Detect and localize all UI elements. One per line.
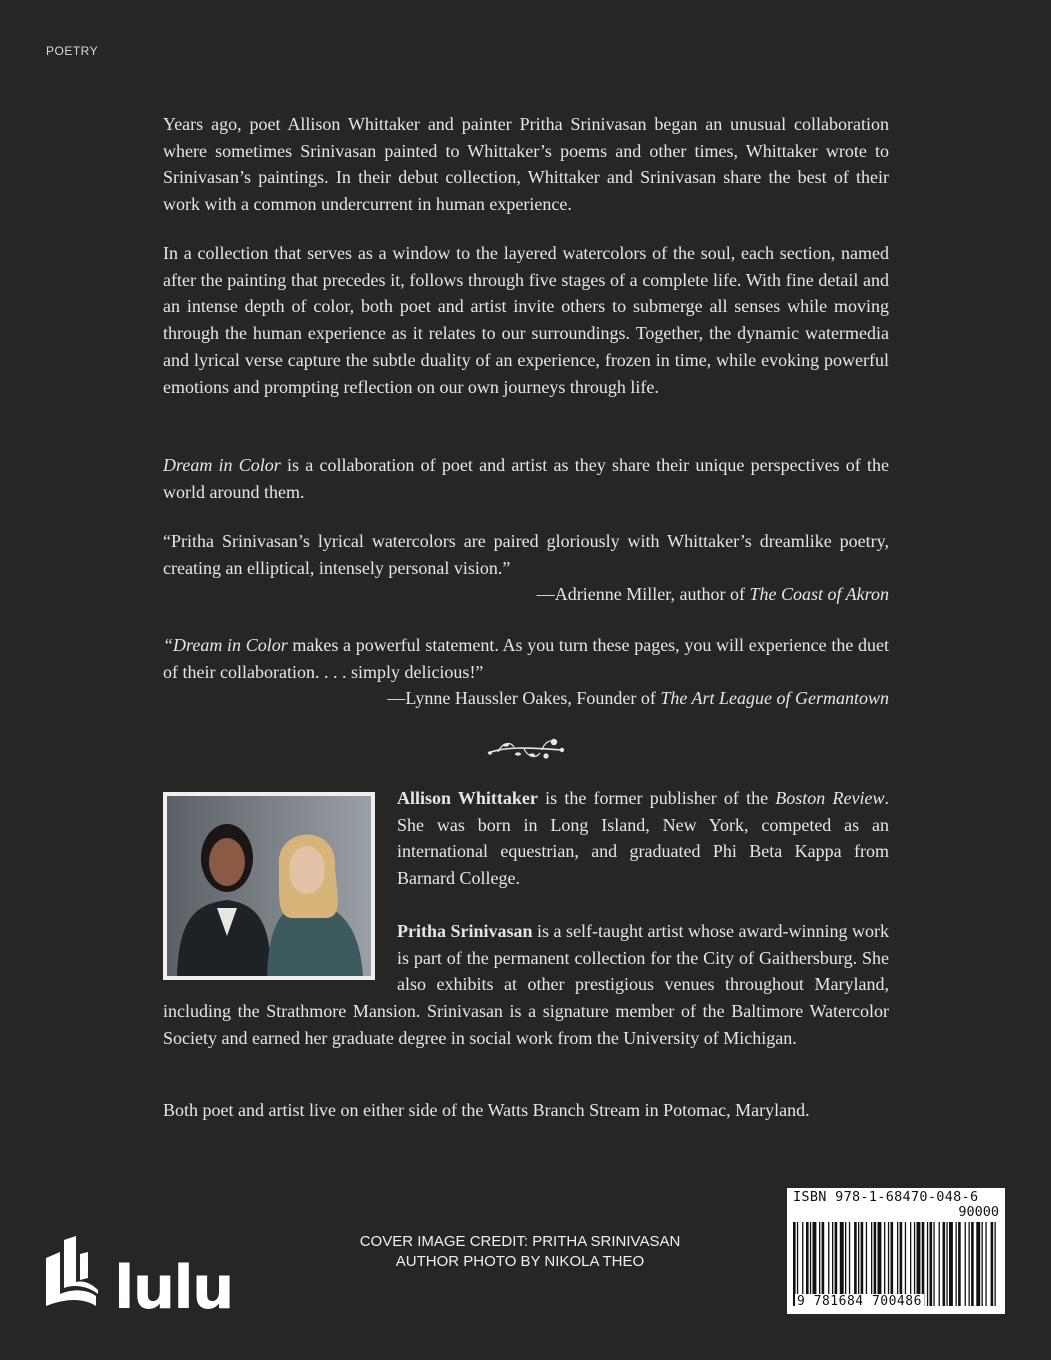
review-quote-1 — [163, 528, 889, 608]
paragraph-text: In a collection that serves as a window to the layered watercolors of the soul, each section, named after the painting that precedes it, follows through five stages of a complete life. With fine detail and an intense depth of color, both poet and artist invite others to submerge all senses while moving through the human experience as it relates to our surroundings. Together, the dynamic watermedia and lyrical verse capture the subtle duality of an experience, frozen in time, while evoking powerful emotions and prompting reflection on our own journeys through life. — [163, 243, 889, 397]
paragraph-text — [163, 452, 889, 505]
closing-text: Both poet and artist live on either side of the Watts Branch Stream in Potomac, Maryland. — [163, 1100, 810, 1120]
bio-text: . She was born in Long Island, New York, competed as an international equestrian, and graduated Phi Beta Kappa from Barnard College. — [397, 788, 889, 889]
author-name: Pritha Srinivasan — [397, 920, 533, 941]
paragraph-body: is a collaboration of poet and artist as they share their unique perspectives of the world around them. — [163, 455, 889, 502]
barcode-bar — [969, 1222, 970, 1306]
isbn-label: ISBN 978-1-68470-048-6 — [793, 1189, 979, 1205]
barcode-bar — [982, 1222, 983, 1306]
attribution-name: —Adrienne Miller, author of — [536, 584, 750, 605]
quote-text: “Pritha Srinivasan’s lyrical watercolors are paired gloriously with Whittaker’s dreamlike poetry, creating an elliptical, intensely personal vision.” — [163, 531, 889, 578]
photo-spacer — [163, 785, 397, 981]
barcode-bar — [927, 1222, 928, 1306]
barcode-bar — [946, 1222, 947, 1306]
description-paragraph-1 — [163, 111, 889, 218]
floral-ornament-icon — [484, 733, 568, 765]
book-title: Dream in Color — [163, 455, 281, 475]
paragraph-text: Years ago, poet Allison Whittaker and painter Pritha Srinivasan began an unusual collaboration where sometimes Srinivasan painted to Whittaker’s poems and other times, Whittaker wrote to Srinivasan’s paintings. In their debut collection, Whittaker and Srinivasan share the best of their work with a common undercurrent in human experience. — [163, 114, 889, 215]
credits-block — [320, 1232, 720, 1272]
ean-number: 9 781684 700486 — [797, 1294, 922, 1309]
barcode-bar — [985, 1222, 986, 1306]
lulu-logo — [44, 1232, 256, 1316]
attribution-work: The Coast of Akron — [749, 584, 889, 605]
closing-paragraph — [163, 1097, 889, 1124]
genre-label: POETRY — [46, 44, 99, 58]
barcode-bar — [939, 1222, 940, 1306]
barcode-bar — [958, 1222, 961, 1306]
barcode-bar — [930, 1222, 933, 1306]
publisher-name: lulu — [114, 1253, 233, 1316]
barcode-bar — [991, 1222, 994, 1306]
barcode-bar — [965, 1222, 966, 1306]
description-paragraph-2 — [163, 240, 889, 400]
attribution-work: The Art League of Germantown — [660, 688, 889, 709]
price-code: 90000 — [958, 1204, 999, 1220]
quote-attribution — [163, 685, 889, 712]
review-quote-2 — [163, 632, 889, 712]
author-bios — [163, 785, 889, 1051]
barcode-bar — [956, 1222, 957, 1306]
description-paragraph-3 — [163, 452, 889, 505]
publication-name: Boston Review — [775, 788, 885, 808]
attribution-name: —Lynne Haussler Oakes, Founder of — [387, 688, 661, 709]
barcode-bar — [943, 1222, 946, 1306]
barcode-bar — [995, 1222, 996, 1306]
book-title: “Dream in Color — [163, 635, 288, 655]
quote-attribution — [163, 581, 889, 608]
cover-image-credit: COVER IMAGE CREDIT: PRITHA SRINIVASAN — [359, 1233, 681, 1250]
bio-text: is the former publisher of the — [537, 788, 776, 808]
barcode-bar — [971, 1222, 974, 1306]
quote-text — [163, 632, 889, 685]
isbn-barcode — [787, 1188, 1005, 1314]
barcode-bar — [976, 1222, 980, 1306]
author-photo-credit: AUTHOR PHOTO BY NIKOLA THEO — [395, 1253, 645, 1270]
quote-body: makes a powerful statement. As you turn these pages, you will experience the duet of their collaboration. . . . simply delicious!” — [163, 635, 889, 682]
author-name: Allison Whittaker — [397, 788, 538, 808]
barcode-bar — [933, 1222, 934, 1306]
barcode-bar — [949, 1222, 953, 1306]
bio-text: is a self-taught artist whose award-winning work is part of the permanent collection for the City of Gaithersburg. She also exhibits at other prestigious venues throughout Maryland, including the Strathmore Mansion. Srinivasan is a signature member of the Baltimore Watercolor Society and earned her graduate degree in social work from the University of Michigan. — [163, 920, 889, 1048]
